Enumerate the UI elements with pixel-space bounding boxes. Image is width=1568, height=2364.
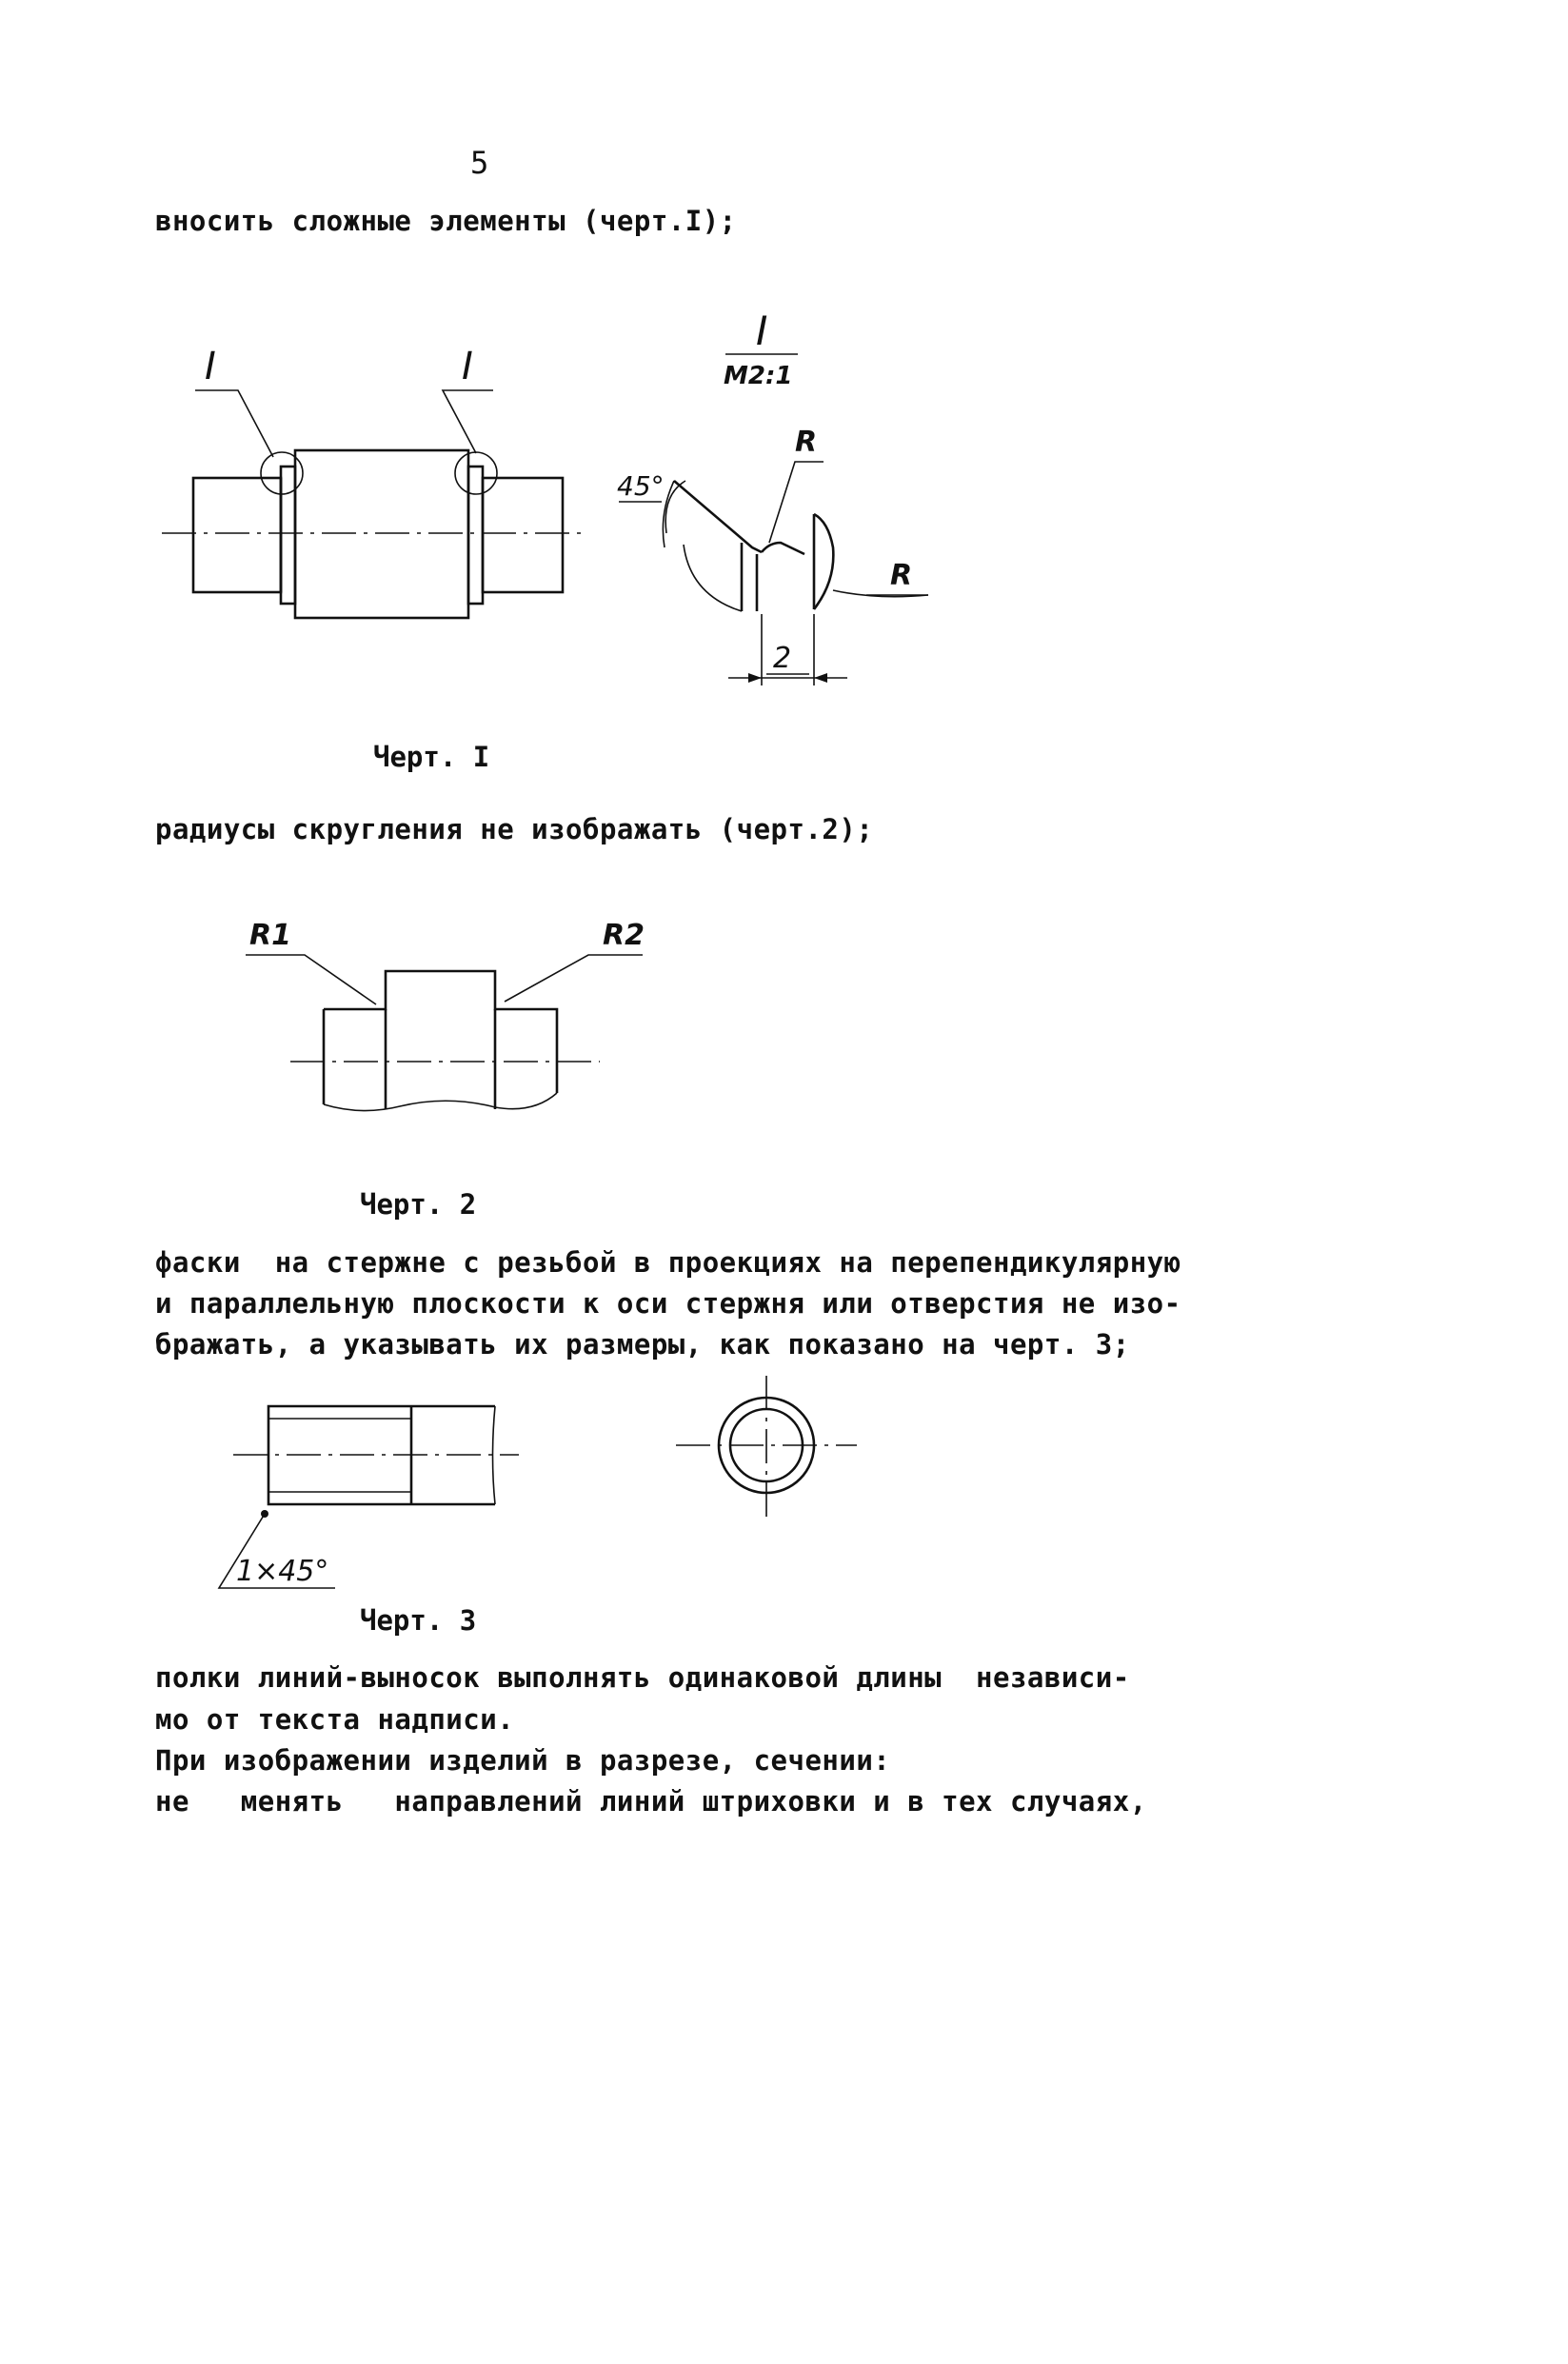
fig1-callout-right: I bbox=[462, 345, 473, 388]
fig1-dimension: 2 bbox=[773, 642, 792, 675]
fig3-chamfer: 1×45° bbox=[236, 1555, 329, 1588]
text-line-2: радиусы скругления не изображать (черт.2); bbox=[155, 813, 874, 845]
page-number: 5 bbox=[470, 145, 489, 181]
text-line-9: не менять направлений линий штриховки и в тех случаях, bbox=[155, 1785, 1147, 1818]
fig1-detail-title: I bbox=[756, 308, 768, 354]
text-line-6: полки линий-выносок выполнять одинаковой длины независи- bbox=[155, 1661, 1130, 1694]
text-line-5: бражать, а указывать их размеры, как показано на черт. 3; bbox=[155, 1328, 1130, 1361]
text-line-1: вносить сложные элементы (черт.I); bbox=[155, 205, 737, 237]
caption-fig2: Черт. 2 bbox=[360, 1188, 477, 1221]
fig1-radius-top: R bbox=[795, 426, 818, 459]
fig2-r1: R1 bbox=[249, 919, 291, 952]
text-line-3: фаски на стержне с резьбой в проекциях на перепендикулярную bbox=[155, 1246, 1181, 1279]
text-line-4: и параллельную плоскости к оси стержня или отверстия не изо- bbox=[155, 1287, 1181, 1320]
text-line-8: При изображении изделий в разрезе, сечении: bbox=[155, 1744, 891, 1777]
fig1-radius-right: R bbox=[890, 559, 913, 592]
fig1-angle: 45° bbox=[617, 470, 665, 502]
fig1-callout-left: I bbox=[205, 345, 216, 388]
fig2-r2: R2 bbox=[603, 919, 645, 952]
fig1-detail-scale: M2:1 bbox=[724, 362, 793, 390]
caption-fig3: Черт. 3 bbox=[360, 1604, 477, 1637]
text-line-7: мо от текста надписи. bbox=[155, 1703, 515, 1736]
caption-fig1: Черт. I bbox=[373, 741, 490, 773]
